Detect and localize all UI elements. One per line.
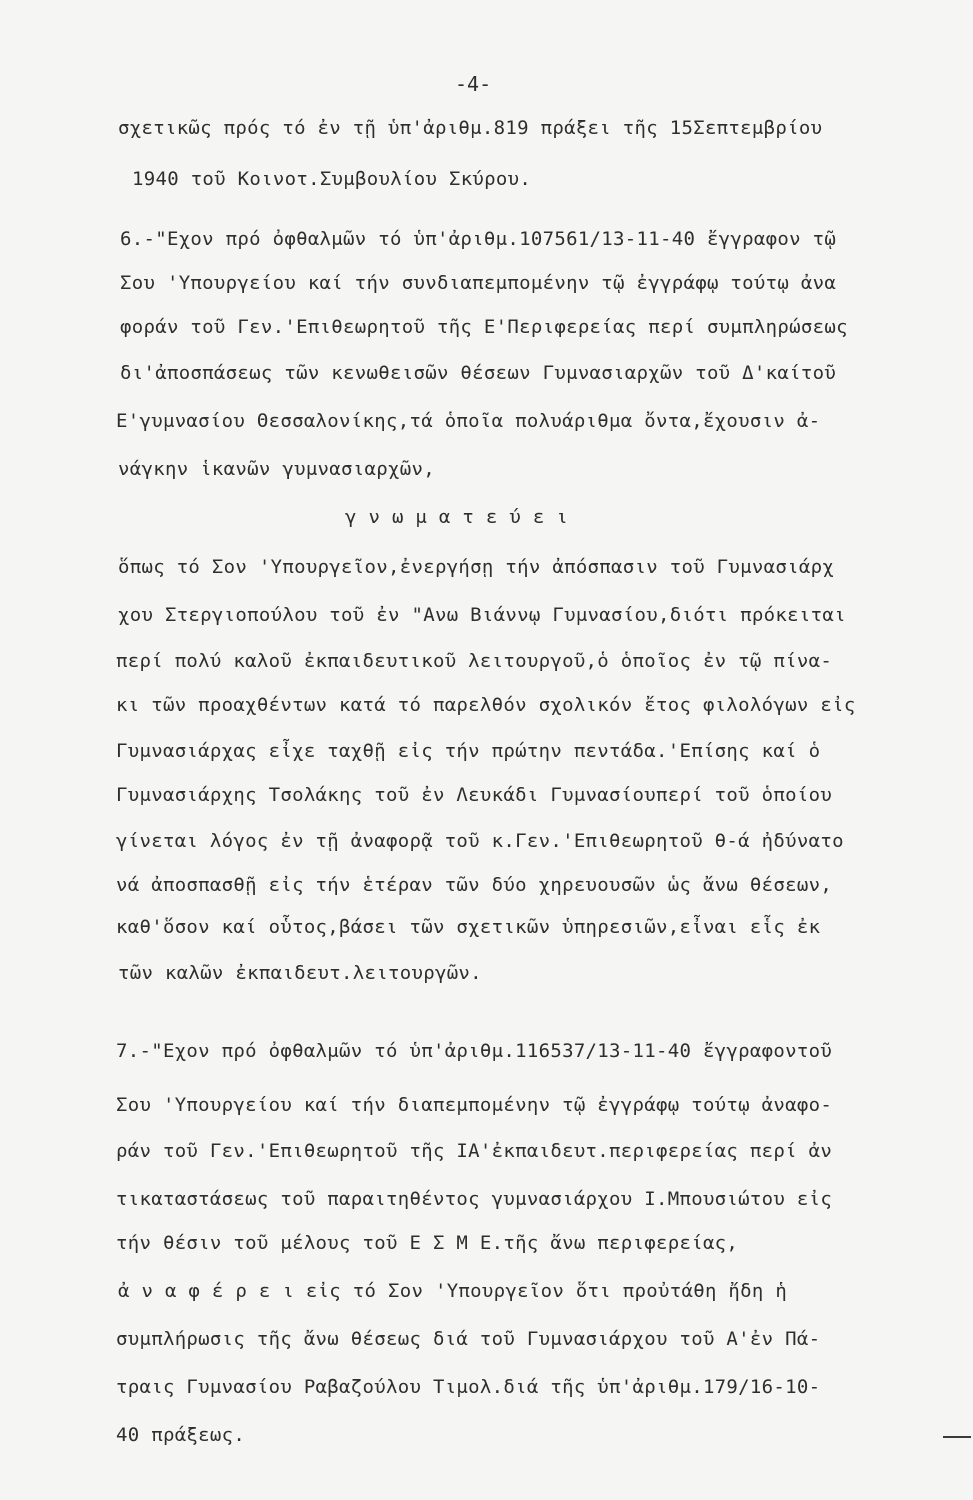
text-line: τραις Γυμνασίου Ραβαζούλου Τιμολ.διά τῆς ὑπ'ἀριθμ.179/16-10- — [116, 1376, 821, 1398]
heading-gnomateyei: γ ν ω μ α τ ε ύ ε ι — [345, 506, 569, 528]
text-line: νά ἀποσπασθῇ εἰς τήν ἑτέραν τῶν δύο χηρευουσῶν ὡς ἄνω θέσεων, — [116, 874, 833, 896]
text-line: 7.-"Εχον πρό ὀφθαλμῶν τό ὑπ'ἀριθμ.116537/13-11-40 ἔγγραφοντοῦ — [116, 1040, 833, 1062]
text-line: δι'ἀποσπάσεως τῶν κενωθεισῶν θέσεων Γυμνασιαρχῶν τοῦ Δ'καίτοῦ — [120, 362, 837, 384]
text-line: 40 πράξεως. — [116, 1424, 246, 1446]
text-line: καθ'ὅσον καί οὗτος,βάσει τῶν σχετικῶν ὑπηρεσιῶν,εἶναι εἷς ἐκ — [116, 916, 821, 938]
text-line: περί πολύ καλοῦ ἐκπαιδευτικοῦ λειτουργοῦ,ὁ ὁποῖος ἐν τῷ πίνα- — [116, 650, 833, 672]
text-line: Σου 'Υπουργείου καί τήν συνδιαπεμπομένην τῷ ἐγγράφῳ τούτῳ ἀνα — [120, 272, 837, 294]
page-number: -4- — [455, 72, 492, 96]
text-line: ἀ ν α φ έ ρ ε ι εἰς τό Σον 'Υπουργεῖον ὅτι προὐτάθη ἤδη ἡ — [118, 1280, 788, 1302]
text-line: τήν θέσιν τοῦ μέλους τοῦ Ε Σ Μ Ε.τῆς ἄνω περιφερείας, — [116, 1232, 739, 1254]
text-line: συμπλήρωσις τῆς ἄνω θέσεως διά τοῦ Γυμνασιάρχου τοῦ Α'ἐν Πά- — [116, 1328, 821, 1350]
text-line: τικαταστάσεως τοῦ παραιτηθέντος γυμνασιάρχου Ι.Μπουσιώτου εἰς — [116, 1188, 833, 1210]
text-line: 6.-"Εχον πρό ὀφθαλμῶν τό ὑπ'ἀριθμ.107561/13-11-40 ἔγγραφον τῷ — [120, 228, 837, 250]
text-line: 1940 τοῦ Κοινοτ.Συμβουλίου Σκύρου. — [132, 168, 532, 190]
text-line: Γυμνασιάρχης Τσολάκης τοῦ ἐν Λευκάδι Γυμνασίουπερί τοῦ ὁποίου — [116, 784, 833, 806]
text-line: Γυμνασιάρχας εἶχε ταχθῇ εἰς τήν πρώτην πεντάδα.'Επίσης καί ὁ — [116, 740, 821, 762]
text-line: τῶν καλῶν ἐκπαιδευτ.λειτουργῶν. — [118, 962, 482, 984]
text-line: γίνεται λόγος ἐν τῇ ἀναφορᾷ τοῦ κ.Γεν.'Επιθεωρητοῦ θ-ά ἠδύνατο — [116, 830, 844, 852]
text-line: ράν τοῦ Γεν.'Επιθεωρητοῦ τῆς ΙΑ'ἐκπαιδευτ.περιφερείας περί ἀν — [116, 1140, 833, 1162]
text-line: Ε'γυμνασίου Θεσσαλονίκης,τά ὁποῖα πολυάριθμα ὄντα,ἔχουσιν ἀ- — [116, 410, 821, 432]
edge-dash-mark — [943, 1436, 971, 1438]
text-line: νάγκην ἱκανῶν γυμνασιαρχῶν, — [118, 458, 435, 480]
text-line: χου Στεργιοπούλου τοῦ ἐν "Ανω Βιάννῳ Γυμνασίου,διότι πρόκειται — [118, 604, 846, 626]
text-line: ὅπως τό Σον 'Υπουργεῖον,ἐνεργήσῃ τήν ἀπόσπασιν τοῦ Γυμνασιάρχ — [118, 556, 835, 578]
text-line: Σου 'Υπουργείου καί τήν διαπεμπομένην τῷ ἐγγράφῳ τούτῳ ἀναφο- — [116, 1094, 833, 1116]
text-line: κι τῶν προαχθέντων κατά τό παρελθόν σχολικόν ἔτος φιλολόγων εἰς — [116, 694, 856, 716]
text-line: φοράν τοῦ Γεν.'Επιθεωρητοῦ τῆς Ε'Περιφερείας περί συμπληρώσεως — [120, 316, 848, 338]
text-line: σχετικῶς πρός τό ἐν τῇ ὑπ'ἀριθμ.819 πράξει τῆς 15Σεπτεμβρίου — [118, 117, 823, 139]
